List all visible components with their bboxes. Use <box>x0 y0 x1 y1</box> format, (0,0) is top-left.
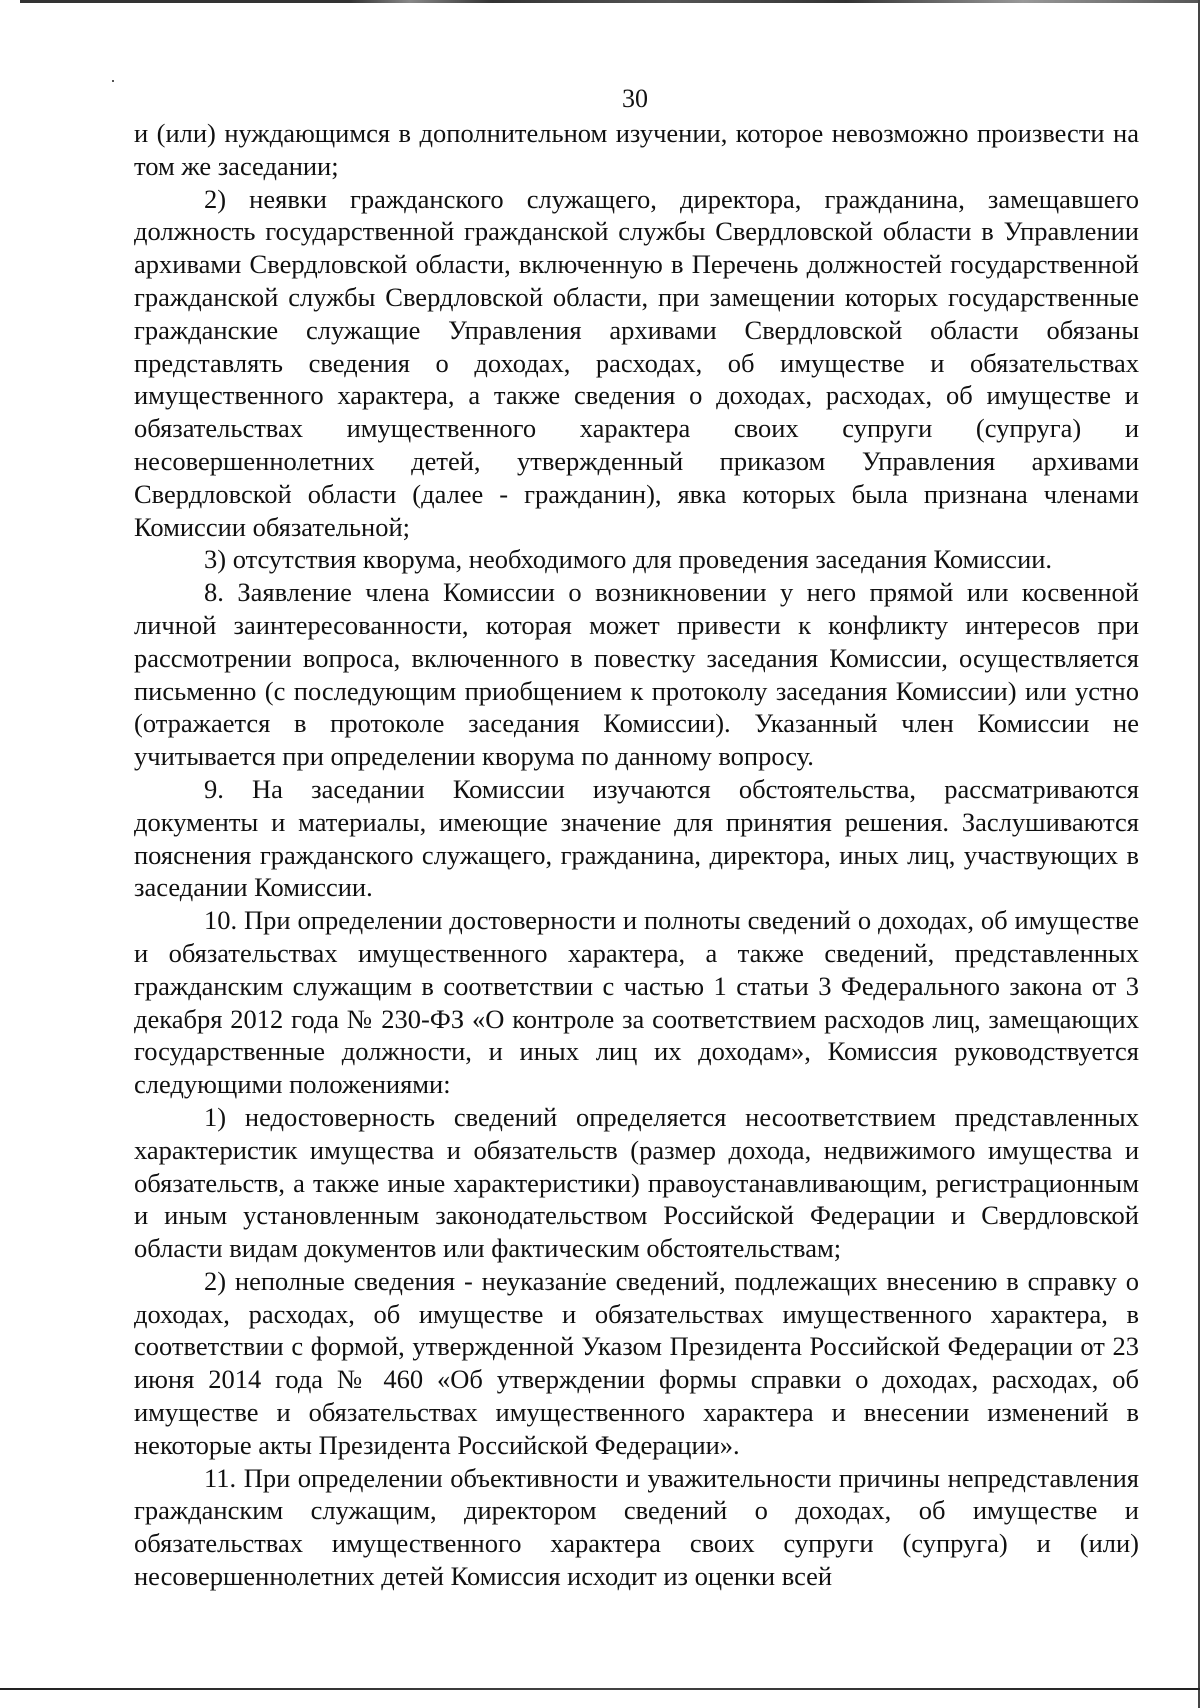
page-number: 30 <box>622 84 648 113</box>
scan-bottom-edge <box>0 1688 1200 1690</box>
paragraph-continuation: и (или) нуждающимся в дополнительном изучении, которое невозможно произвести на том же заседании; <box>134 118 1139 181</box>
scan-top-edge <box>20 0 1200 3</box>
paragraph-item-3-quorum: 3) отсутствия кворума, необходимого для проведения заседания Комиссии. <box>204 544 1053 575</box>
paragraph-clause-11: 11. При определении объективности и уважительности причины непредставления гражданским служащим, директором сведений о доходах, об имуществе и обязательствах имущественного характера своих супруги (супруга) и (или) несовершеннолетних детей Комиссия исходит из оценки всей <box>134 1462 1139 1592</box>
paragraph-clause-8: 8. Заявление члена Комиссии о возникновении у него прямой или косвенной личной заинтересованности, которая может привести к конфликту интересов при рассмотрении вопроса, включенного в повестку заседания Комиссии, осуществляется письменно (с последующим приобщением к протоколу заседания Комиссии) или устно (отражается в протоколе заседания Комиссии). Указанный член Комиссии не учитывается при определении кворума по данному вопросу. <box>134 577 1139 772</box>
paragraph-clause-10: 10. При определении достоверности и полноты сведений о доходах, об имуществе и обязательствах имущественного характера, а также сведений, представленных гражданским служащим в соответствии с частью 1 статьи 3 Федерального закона от 3 декабря 2012 года № 230-ФЗ «О контроле за соответствием расходов лиц, замещающих государственные должности, и иных лиц их доходам», Комиссия руководствуется следующими положениями: <box>134 905 1139 1100</box>
paragraph-clause-9: 9. На заседании Комиссии изучаются обстоятельства, рассматриваются документы и материалы, имеющие значение для принятия решения. Заслушиваются пояснения гражданского служащего, гражданина, директора, иных лиц, участвующих в заседании Комиссии. <box>134 773 1139 903</box>
document-body <box>134 117 1139 1593</box>
paragraph-clause-10-item-2: 2) неполные сведения - неуказание сведений, подлежащих внесению в справку о доходах, расходах, об имуществе и обязательствах имущественного характера, в соответствии с формой, утвержденной Указом Президента Российской Федерации от 23 июня 2014 года № 460 «Об утверждении формы справки о доходах, расходах, об имуществе и обязательствах имущественного характера и внесении изменений в некоторые акты Президента Российской Федерации». <box>134 1265 1139 1460</box>
scan-speck <box>112 80 114 82</box>
paragraph-clause-10-item-1: 1) недостоверность сведений определяется несоответствием представленных характеристик имущества и обязательств (размер дохода, недвижимого имущества и обязательств, а также иные характеристики) правоустанавливающим, регистрационным и иным установленным законодательством Российской Федерации и Свердловской области видам документов или фактическим обстоятельствам; <box>134 1101 1139 1264</box>
paragraph-item-2-nonappearance: 2) неявки гражданского служащего, директора, гражданина, замещавшего должность государственной гражданской службы Свердловской области в Управлении архивами Свердловской области, включенную в Перечень должностей государственной гражданской службы Свердловской области, при замещении которых государственные гражданские служащие Управления архивами Свердловской области обязаны представлять сведения о доходах, расходах, об имуществе и обязательствах имущественного характера, а также сведения о доходах, расходах, об имуществе и обязательствах имущественного характера своих супруги (супруга) и несовершеннолетних детей, утвержденный приказом Управления архивами Свердловской области (далее - гражданин), явка которых была признана членами Комиссии обязательной; <box>134 183 1139 542</box>
